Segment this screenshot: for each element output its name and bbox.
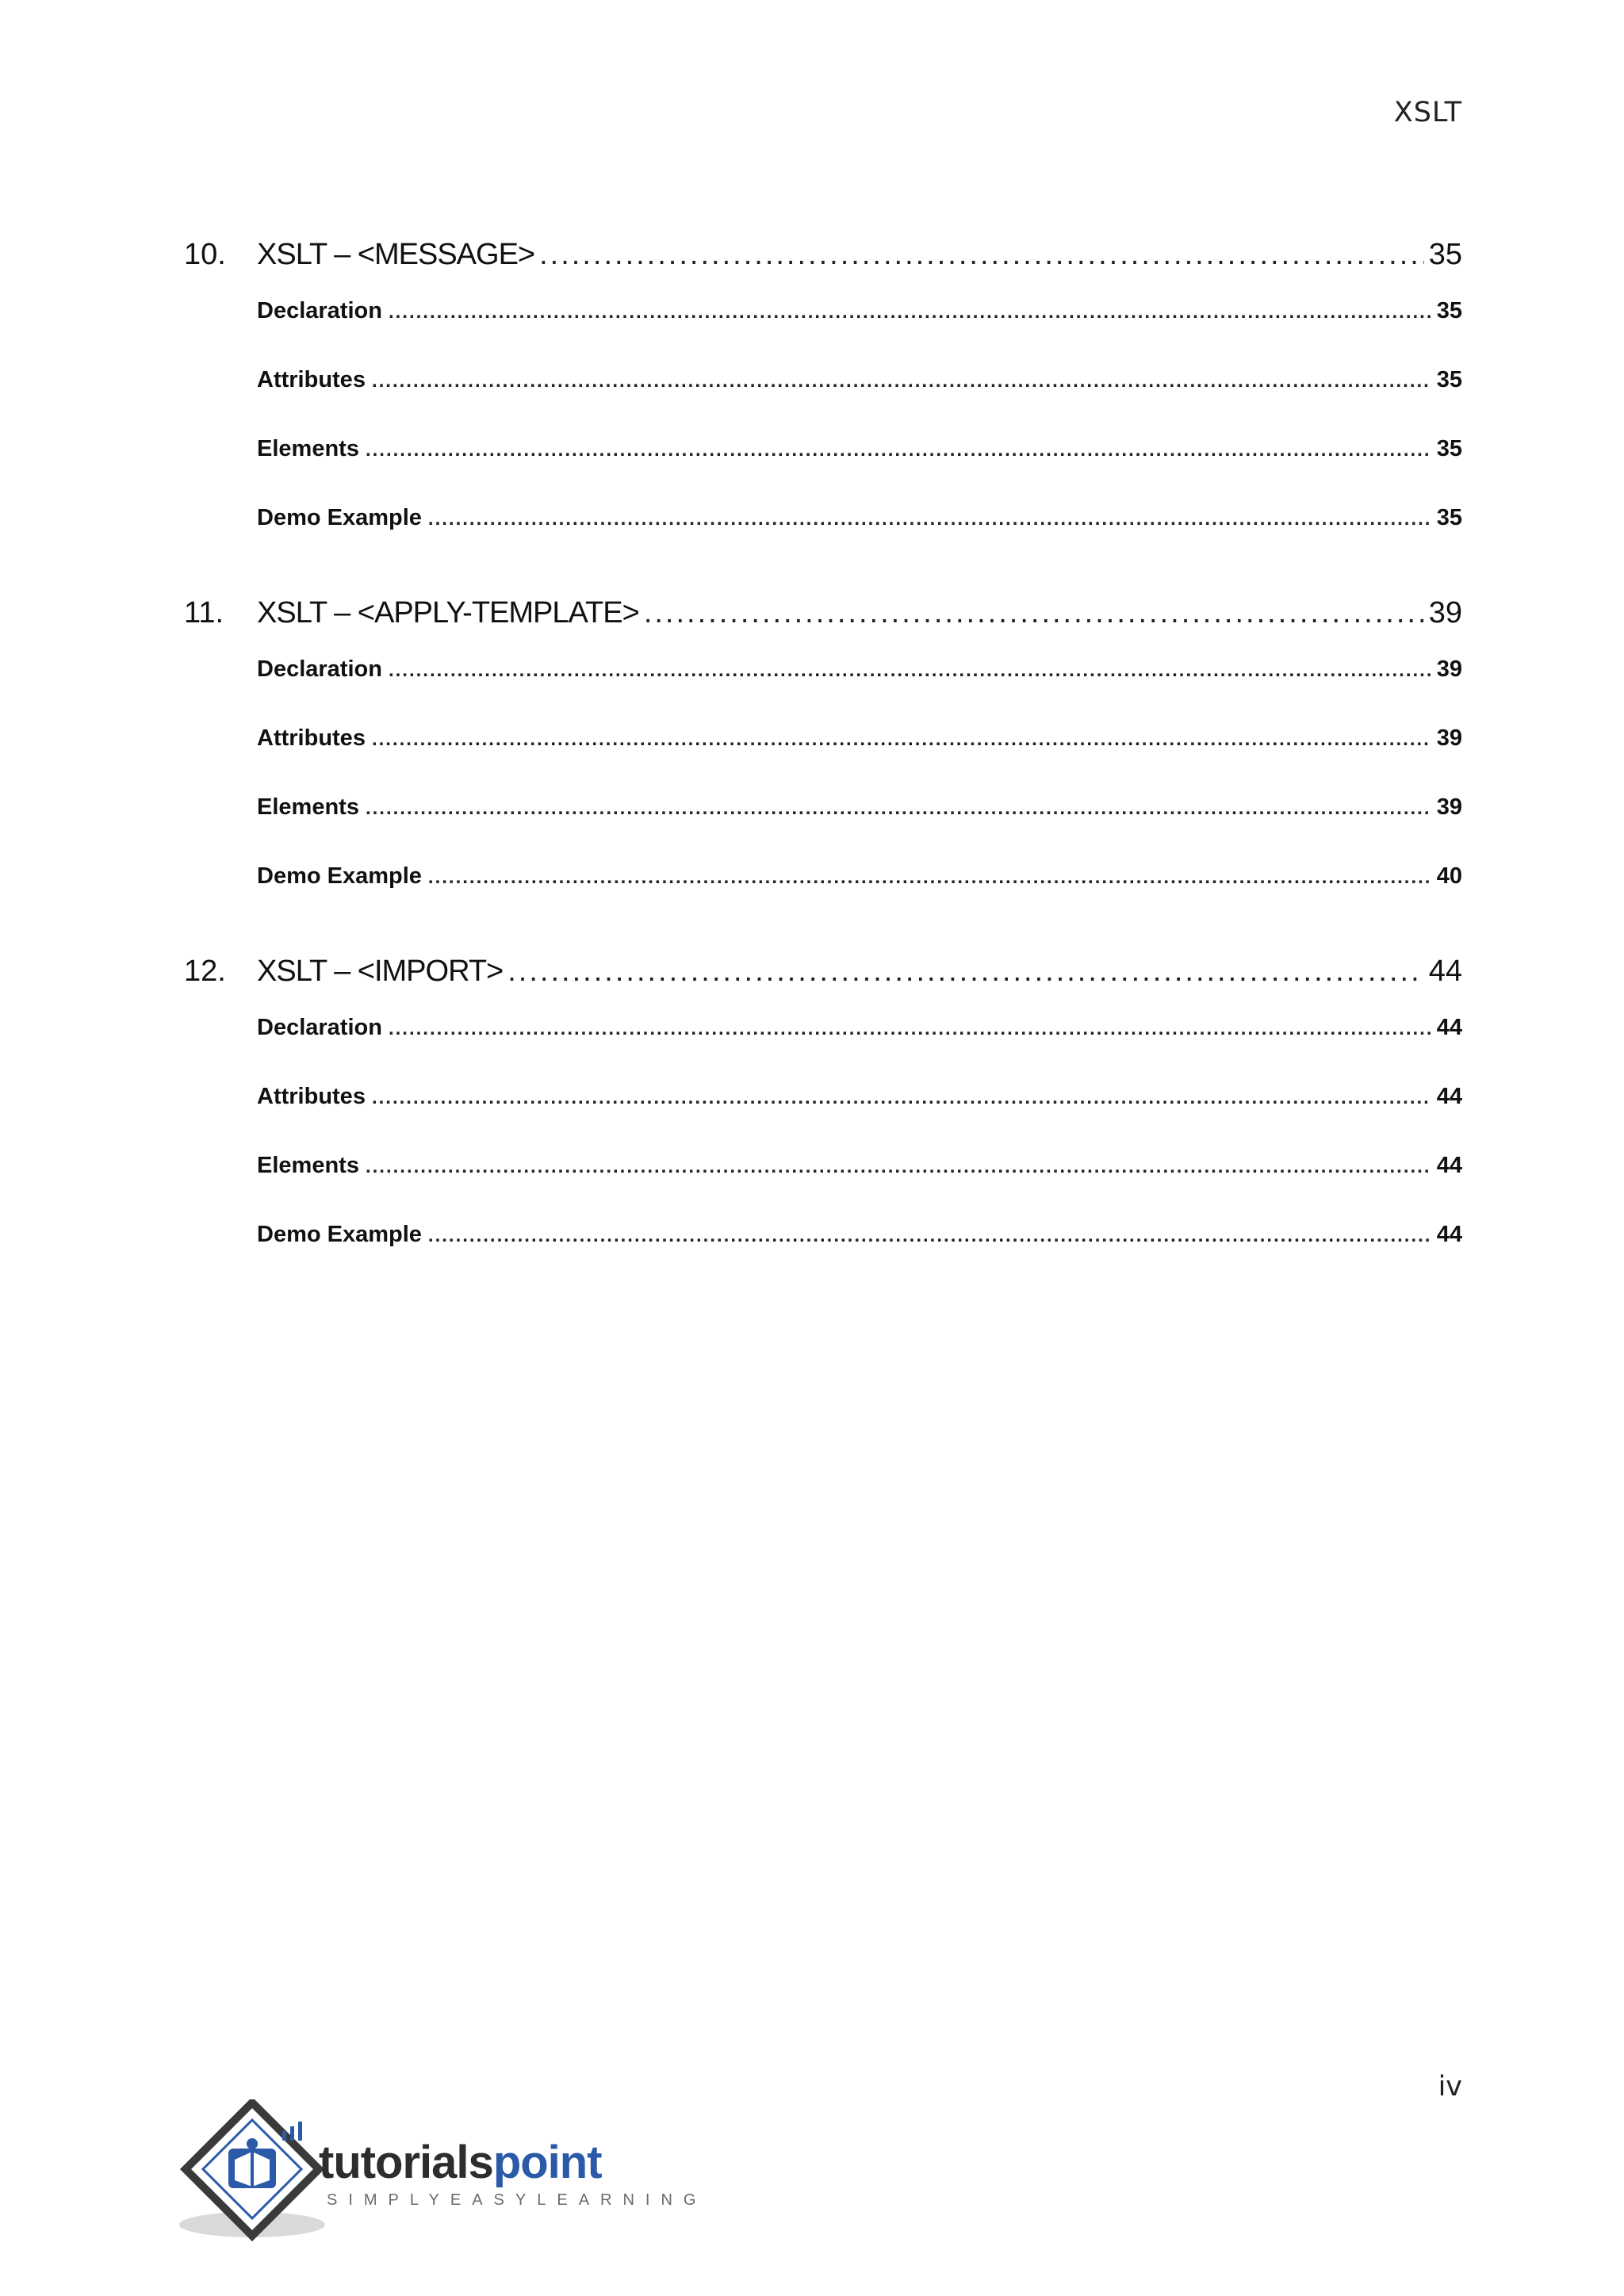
chapter-number: 11. <box>184 596 224 629</box>
toc-section-entry[interactable] <box>257 298 1462 367</box>
toc-section-entry[interactable] <box>257 436 1462 505</box>
section-title: Elements <box>257 794 359 820</box>
running-header: XSLT <box>1393 97 1462 128</box>
section-page-number: 39 <box>1436 794 1462 820</box>
section-title: Attributes <box>257 1084 366 1109</box>
chapter-title: XSLT – <IMPORT> <box>257 955 504 988</box>
dot-leader <box>644 596 1424 630</box>
toc-chapter-group <box>184 955 1462 1291</box>
tutorialspoint-logo <box>179 2099 707 2242</box>
chapter-number: 10. <box>184 238 226 271</box>
section-title: Demo Example <box>257 1222 422 1247</box>
section-page-number: 40 <box>1436 863 1462 889</box>
section-page-number: 39 <box>1436 725 1462 751</box>
toc-section-entry[interactable] <box>257 1153 1462 1222</box>
chapter-title: XSLT – <APPLY-TEMPLATE> <box>257 596 639 629</box>
chapter-page-number: 39 <box>1428 596 1462 629</box>
section-page-number: 44 <box>1436 1015 1462 1040</box>
logo-wordmark <box>319 2136 602 2189</box>
chapter-page-number: 44 <box>1428 955 1462 988</box>
chapter-number: 12. <box>184 955 226 988</box>
chapter-page-number: 35 <box>1428 238 1462 271</box>
toc-section-entry[interactable] <box>257 725 1462 794</box>
section-title: Attributes <box>257 367 366 392</box>
toc-chapter-group <box>184 238 1462 574</box>
toc-section-entry[interactable] <box>257 794 1462 863</box>
page-number: iv <box>1438 2071 1462 2103</box>
dot-leader <box>389 660 1431 682</box>
section-title: Elements <box>257 436 359 461</box>
dot-leader <box>366 798 1431 820</box>
toc-section-entry[interactable] <box>257 1015 1462 1084</box>
toc-chapter-entry[interactable] <box>184 955 1462 1010</box>
section-page-number: 44 <box>1436 1153 1462 1178</box>
logo-tagline: SIMPLYEASYLEARNING <box>327 2191 707 2209</box>
dot-leader <box>366 439 1431 461</box>
dot-leader <box>366 1156 1431 1178</box>
dot-leader <box>428 508 1431 530</box>
toc-section-entry[interactable] <box>257 505 1462 574</box>
logo-wordmark-part2: point <box>492 2137 602 2188</box>
dot-leader <box>372 370 1431 392</box>
section-title: Declaration <box>257 1015 382 1040</box>
section-title: Attributes <box>257 725 366 751</box>
section-page-number: 35 <box>1436 367 1462 392</box>
section-page-number: 35 <box>1436 436 1462 461</box>
section-page-number: 35 <box>1436 505 1462 530</box>
toc-section-entry[interactable] <box>257 863 1462 932</box>
logo-wordmark-part1: tutorials <box>319 2137 493 2188</box>
section-page-number: 35 <box>1436 298 1462 323</box>
section-title: Demo Example <box>257 863 422 889</box>
dot-leader <box>389 1018 1431 1040</box>
section-title: Elements <box>257 1153 359 1178</box>
toc-section-entry[interactable] <box>257 1222 1462 1291</box>
toc-chapter-entry[interactable] <box>184 596 1462 652</box>
dot-leader <box>508 955 1423 989</box>
chapter-title: XSLT – <MESSAGE> <box>257 238 535 271</box>
dot-leader <box>539 238 1424 272</box>
dot-leader <box>389 301 1431 323</box>
section-page-number: 44 <box>1436 1222 1462 1247</box>
section-page-number: 39 <box>1436 656 1462 682</box>
toc-section-entry[interactable] <box>257 367 1462 436</box>
dot-leader <box>372 729 1431 751</box>
toc-section-entry[interactable] <box>257 1084 1462 1153</box>
dot-leader <box>428 867 1431 889</box>
logo-diamond-icon <box>179 2099 338 2242</box>
section-title: Declaration <box>257 298 382 323</box>
section-page-number: 44 <box>1436 1084 1462 1109</box>
toc-section-entry[interactable] <box>257 656 1462 725</box>
dot-leader <box>372 1087 1431 1109</box>
toc-chapter-entry[interactable] <box>184 238 1462 293</box>
toc-chapter-group <box>184 596 1462 932</box>
section-title: Demo Example <box>257 505 422 530</box>
section-title: Declaration <box>257 656 382 682</box>
table-of-contents <box>184 238 1462 1313</box>
dot-leader <box>428 1225 1431 1247</box>
